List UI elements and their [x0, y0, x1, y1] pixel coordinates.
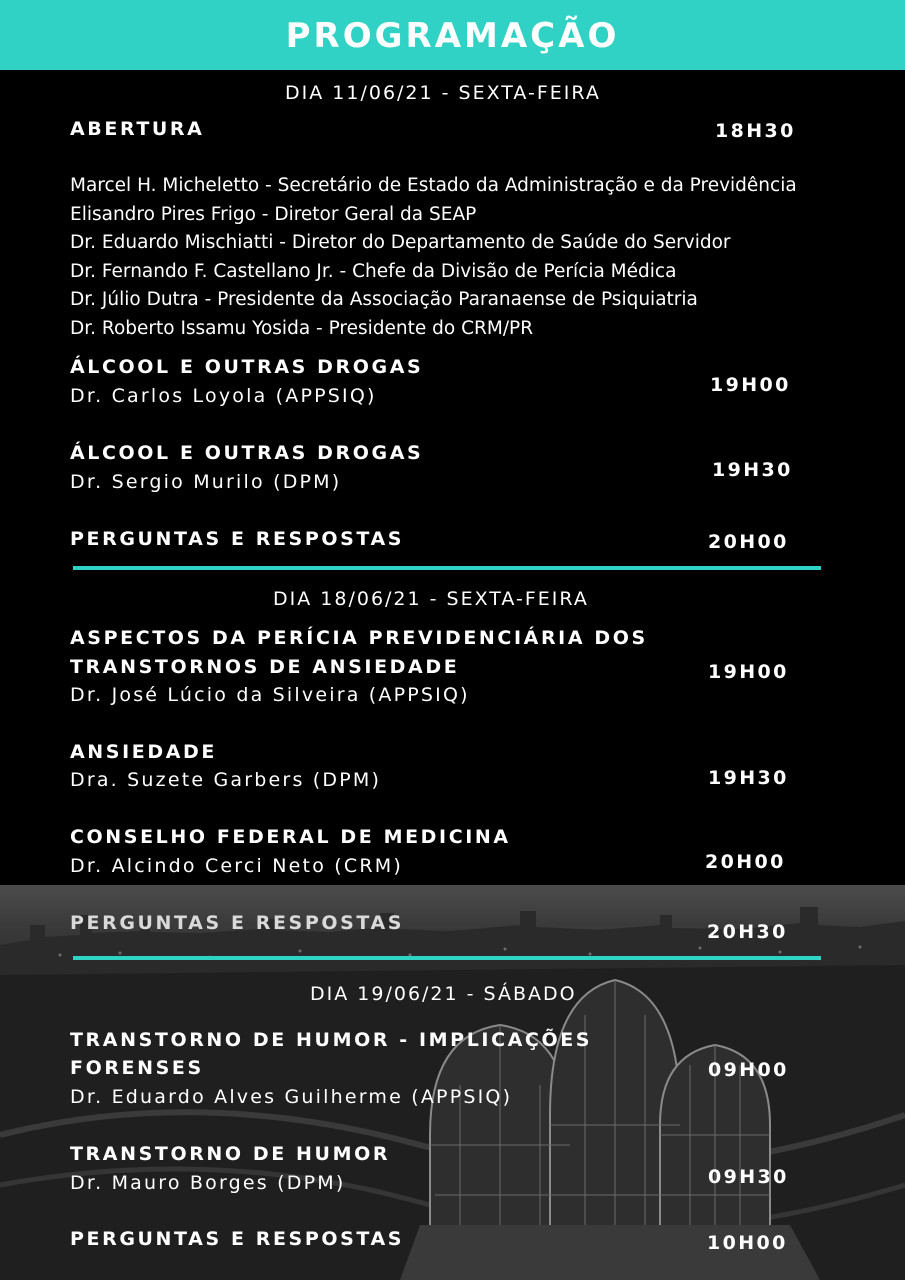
- guest-line: Dr. Fernando F. Castellano Jr. - Chefe da Divisão de Perícia Médica: [70, 260, 677, 282]
- session-title: PERGUNTAS E RESPOSTAS: [70, 1228, 405, 1250]
- guest-line: Dr. Eduardo Mischiatti - Diretor do Departamento de Saúde do Servidor: [70, 232, 731, 253]
- guest-line: Marcel H. Micheletto - Secretário de Estado da Administração e da Previdência: [70, 175, 797, 196]
- cityscape-illustration: [0, 885, 905, 1280]
- guest-line: Dr. Roberto Issamu Yosida - Presidente do CRM/PR: [70, 317, 534, 339]
- session-title: PERGUNTAS E RESPOSTAS: [70, 912, 405, 934]
- session-title: TRANSTORNO DE HUMOR: [70, 1143, 391, 1165]
- background-photo: [0, 885, 905, 1280]
- session-time: 19H30: [712, 459, 793, 481]
- session-speaker: Dr. Sergio Murilo (DPM): [70, 471, 342, 493]
- session-time: 09H30: [708, 1166, 789, 1188]
- session-speaker: Dr. Eduardo Alves Guilherme (APPSIQ): [70, 1086, 513, 1108]
- day1-label: DIA 11/06/21 - SEXTA-FEIRA: [285, 82, 601, 104]
- session-title-line1: TRANSTORNO DE HUMOR - IMPLICAÇÕES: [70, 1029, 593, 1051]
- session-speaker: Dr. José Lúcio da Silveira (APPSIQ): [70, 684, 470, 706]
- session-title-line2: TRANSTORNOS DE ANSIEDADE: [70, 656, 460, 678]
- section-divider: [73, 566, 821, 570]
- session-speaker: Dra. Suzete Garbers (DPM): [70, 769, 382, 791]
- session-time: 19H00: [710, 374, 791, 396]
- opening-time: 18H30: [715, 120, 796, 142]
- session-title-line2: FORENSES: [70, 1057, 204, 1079]
- day2-label: DIA 18/06/21 - SEXTA-FEIRA: [273, 588, 589, 610]
- session-title: ÁLCOOL E OUTRAS DROGAS: [70, 442, 424, 464]
- session-title: PERGUNTAS E RESPOSTAS: [70, 528, 405, 550]
- session-title: ÁLCOOL E OUTRAS DROGAS: [70, 356, 424, 378]
- session-time: 19H00: [708, 661, 789, 683]
- page-title: PROGRAMAÇÃO: [285, 16, 620, 56]
- header-banner: [0, 0, 905, 70]
- session-title: CONSELHO FEDERAL DE MEDICINA: [70, 826, 511, 848]
- guest-line: Elisandro Pires Frigo - Diretor Geral da SEAP: [70, 203, 477, 225]
- opening-guest-list: [70, 172, 797, 343]
- session-speaker: Dr. Alcindo Cerci Neto (CRM): [70, 855, 403, 877]
- session-speaker: Dr. Carlos Loyola (APPSIQ): [70, 385, 377, 407]
- session-time: 20H00: [708, 531, 789, 553]
- session-time: 19H30: [708, 767, 789, 789]
- session-time: 20H00: [705, 851, 786, 873]
- session-time: 10H00: [707, 1232, 788, 1254]
- opening-title: ABERTURA: [70, 118, 205, 140]
- day3-label: DIA 19/06/21 - SÁBADO: [310, 983, 577, 1005]
- session-title: ANSIEDADE: [70, 741, 217, 763]
- section-divider: [73, 956, 821, 960]
- session-title-line1: ASPECTOS DA PERÍCIA PREVIDENCIÁRIA DOS: [70, 627, 648, 649]
- session-time: 09H00: [708, 1059, 789, 1081]
- session-speaker: Dr. Mauro Borges (DPM): [70, 1172, 346, 1194]
- guest-line: Dr. Júlio Dutra - Presidente da Associação Paranaense de Psiquiatria: [70, 289, 698, 310]
- session-time: 20H30: [707, 921, 788, 943]
